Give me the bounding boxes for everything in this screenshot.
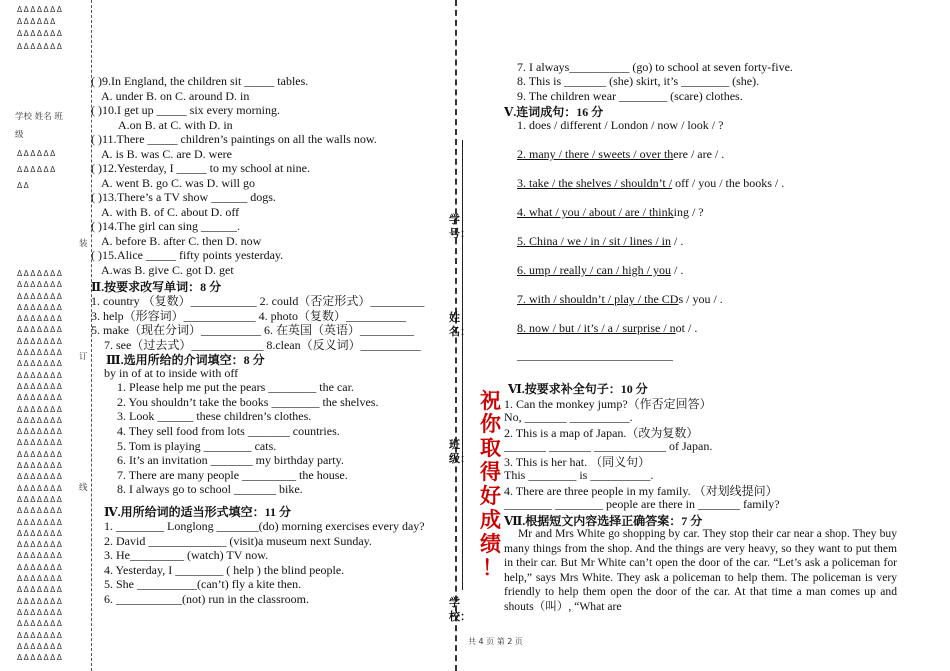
q12: ( )12.Yesterday, I _____ to my school at nine. — [91, 161, 310, 175]
triangle-row: ΔΔΔΔΔΔΔ — [17, 291, 64, 301]
word-list: ot / . — [675, 321, 698, 335]
sentence-item — [517, 292, 723, 307]
section-3-item: 4. They sell food from lots _______ countries. — [117, 424, 340, 438]
sentence-item — [517, 263, 683, 278]
section-6-item: This ________ is __________. — [504, 468, 654, 482]
triangle-row: ΔΔΔΔΔΔΔ — [17, 653, 64, 663]
section-4-item: 2. David _____________ (visit)a museum next Sunday. — [104, 534, 372, 548]
triangle-row: ΔΔΔΔΔΔΔ — [17, 517, 64, 527]
q15-options: A.was B. give C. got D. get — [101, 263, 234, 277]
word-list-answer-line: 6. ump / really / can / high / you — [517, 263, 671, 277]
triangle-row: ΔΔΔΔΔΔΔ — [17, 269, 64, 278]
q13: ( )13.There’s a TV show ______ dogs. — [91, 190, 276, 204]
word-list: off / you / the books / . — [672, 176, 785, 190]
triangle-row: ΔΔΔΔΔΔ — [17, 17, 57, 27]
slogan-char: 祝 — [480, 388, 501, 413]
word-list-answer-line: 3. take / the shelves / shouldn’t / — [517, 176, 673, 190]
triangle-row: ΔΔΔΔΔΔΔ — [17, 528, 64, 538]
section-4-item: 4. Yesterday, I ________ ( help ) the blind people. — [104, 563, 345, 577]
triangle-row: ΔΔ — [17, 181, 31, 190]
section-6-title: Ⅵ.按要求补全句子：10 分 — [508, 382, 648, 396]
triangle-row: ΔΔΔΔΔΔΔ — [17, 404, 64, 414]
section-4-item: 7. I always__________ (go) to school at seven forty-five. — [517, 60, 793, 74]
name-label: 姓名： — [449, 311, 471, 338]
section-3-item: 1. Please help me put the pears ________ the car. — [117, 380, 354, 394]
slogan-char: ！ — [482, 555, 503, 580]
word-list-answer-line: 2. many / there / sweets / over th — [517, 147, 674, 161]
section-6-item: 2. This is a map of Japan.（改为复数） — [504, 426, 699, 440]
q14: ( )14.The girl can sing ______. — [91, 219, 240, 233]
triangle-row: ΔΔΔΔΔΔΔ — [17, 472, 64, 482]
word-list-answer-line: 5. China / we / in / sit / lines / in — [517, 234, 671, 248]
slogan-char: 得 — [480, 459, 501, 484]
word-list: 1. does / different / London / now / look / ? — [517, 118, 724, 132]
triangle-row: ΔΔΔΔΔΔΔ — [17, 370, 64, 380]
triangle-row: ΔΔΔΔΔΔΔ — [17, 607, 64, 617]
q11-options: A. is B. was C. are D. were — [101, 147, 232, 161]
margin-triangles-top — [17, 4, 63, 53]
section-4-item: 5. She __________(can’t) fly a kite then. — [104, 577, 302, 591]
triangle-row: ΔΔΔΔΔΔΔ — [17, 359, 64, 369]
slogan-char: 你 — [480, 411, 501, 436]
word-list-answer-line: 8. now / but / it’s / a / surprise / n — [517, 321, 676, 335]
q12-options: A. went B. go C. was D. will go — [101, 176, 255, 190]
triangle-row: ΔΔΔΔΔΔΔ — [17, 506, 64, 516]
section-3-title: Ⅲ.选用所给的介词填空：8 分 — [106, 353, 265, 367]
section-3-item: 6. It’s an invitation _______ my birthday party. — [117, 453, 344, 467]
triangle-row: ΔΔΔΔΔΔΔ — [17, 585, 64, 595]
triangle-row: ΔΔΔΔΔΔΔ — [17, 29, 64, 39]
section-2-title: Ⅱ.按要求改写单词：8 分 — [91, 280, 222, 294]
triangle-row: ΔΔΔΔΔΔΔ — [17, 393, 64, 403]
triangle-row: ΔΔΔΔΔΔΔ — [17, 574, 64, 584]
triangle-row: ΔΔΔΔΔΔΔ — [17, 494, 64, 504]
section-4-item: 8. This is _______ (she) skirt, it’s ________ (she). — [517, 74, 760, 88]
triangle-row: ΔΔΔΔΔΔΔ — [17, 461, 64, 471]
triangle-row: ΔΔΔΔΔΔΔ — [17, 483, 64, 493]
triangle-row: ΔΔΔΔΔΔΔ — [17, 381, 64, 391]
section-3-item: 2. You shouldn’t take the books ________ the shelves. — [117, 395, 379, 409]
section-6-item: 4. There are three people in my family. （对划线提问） — [504, 484, 778, 498]
triangle-row: ΔΔΔΔΔΔΔ — [17, 348, 64, 358]
word-list-answer-line: 7. with / shouldn’t / play / the CD — [517, 292, 679, 306]
reading-passage: Mr and Mrs White go shopping by car. They stop their car near a shop. They buy many things from the shop. And the things are very heavy, so they want to put them in their car. But Mr White can’t open the door of the car. “Let’s ask a policeman for help,” says Mrs White. They ask a policeman to help them. The policeman is very friendly to help them open the door of the car. At that time a man comes up and shouts（叫）, “What are — [504, 527, 897, 613]
triangle-row: ΔΔΔΔΔΔΔ — [17, 562, 64, 572]
sentence-item — [517, 205, 704, 220]
triangle-row: ΔΔΔΔΔΔΔ — [17, 41, 64, 51]
triangle-row: ΔΔΔΔΔΔΔ — [17, 449, 64, 459]
page-number: 共 4 页 第 2 页 — [468, 637, 523, 646]
section-7-title: Ⅶ.根据短文内容选择正确答案：7 分 — [504, 514, 703, 528]
section-6-item: No, _______ __________. — [504, 410, 633, 424]
section-2-row: 1. country （复数）___________ 2. could（否定形式）_________ — [91, 294, 425, 308]
sentence-item — [517, 176, 784, 191]
triangle-row: ΔΔΔΔΔΔΔ — [17, 438, 64, 448]
triangle-row: ΔΔΔΔΔΔΔ — [17, 630, 64, 640]
slogan-char: 绩 — [480, 531, 501, 556]
triangle-row: ΔΔΔΔΔΔΔ — [17, 302, 64, 312]
sentence-item — [517, 147, 724, 162]
word-list: ere / are / . — [673, 147, 725, 161]
answer-line: __________________________ — [517, 348, 673, 362]
q9: ( )9.In England, the children sit _____ tables. — [91, 74, 309, 88]
section-4-title: Ⅳ.用所给词的适当形式填空：11 分 — [104, 505, 291, 519]
word-list: / . — [670, 263, 684, 277]
triangle-row: ΔΔΔΔΔΔΔ — [17, 596, 64, 606]
q15: ( )15.Alice _____ fifty points yesterday. — [91, 248, 284, 262]
school-name-class-label: 学校 姓名 班 — [15, 112, 63, 122]
binding-mark-xian: 线 — [79, 483, 88, 493]
triangle-row: ΔΔΔΔΔΔ — [17, 165, 57, 174]
q11: ( )11.There _____ children’s paintings on all the walls now. — [91, 132, 377, 146]
sentence-item — [517, 321, 697, 336]
word-list: ing / ? — [673, 205, 704, 219]
grade-label: 级 — [15, 130, 24, 140]
margin-triangles-mid — [17, 146, 57, 194]
triangle-row: ΔΔΔΔΔΔΔ — [17, 325, 64, 335]
slogan-char: 好 — [480, 483, 501, 508]
section-5-title: Ⅴ.连词成句：16 分 — [504, 105, 604, 119]
section-3-word-bank: by in of at to inside with off — [104, 366, 239, 380]
sentence-item — [517, 118, 723, 133]
q13-options: A. with B. of C. about D. off — [101, 205, 240, 219]
triangle-row: ΔΔΔΔΔΔ — [17, 149, 57, 158]
triangle-row: ΔΔΔΔΔΔΔ — [17, 415, 64, 425]
section-4-item: 6. ___________(not) run in the classroom. — [104, 592, 309, 606]
section-4-item: 9. The children wear ________ (scare) clothes. — [517, 89, 743, 103]
student-id-label: 学号： — [449, 213, 471, 240]
triangle-row: ΔΔΔΔΔΔΔ — [17, 314, 64, 324]
section-4-item: 1. ________ Longlong _______(do) morning exercises every day? — [104, 519, 425, 533]
triangle-row: ΔΔΔΔΔΔΔ — [17, 336, 64, 346]
sentence-item — [517, 234, 683, 249]
word-list: s / you / . — [678, 292, 723, 306]
school-label: 学校： — [449, 596, 471, 623]
section-2-row: 3. help（形容词）____________ 4. photo（复数）__________ — [91, 309, 406, 323]
triangle-row: ΔΔΔΔΔΔΔ — [17, 280, 64, 290]
triangle-row: ΔΔΔΔΔΔΔ — [17, 5, 64, 14]
section-2-row: 7. see（过去式）____________ 8.clean（反义词）__________ — [104, 338, 421, 352]
section-6-item: 1. Can the monkey jump?（作否定回答） — [504, 397, 712, 411]
triangle-row: ΔΔΔΔΔΔΔ — [17, 641, 64, 651]
slogan-char: 成 — [480, 507, 501, 532]
word-list-answer-line: 4. what / you / about / are / think — [517, 205, 674, 219]
section-3-item: 7. There are many people _________ the house. — [117, 468, 348, 482]
section-2-row: 5. make（现在分词）__________ 6. 在英国（英语）_________ — [91, 323, 414, 337]
q14-options: A. before B. after C. then D. now — [101, 234, 262, 248]
section-6-item: _______ _______ ____________ of Japan. — [504, 439, 713, 453]
class-label: 班级： — [449, 438, 471, 465]
section-3-item: 5. Tom is playing ________ cats. — [117, 439, 277, 453]
q10-options: A.on B. at C. with D. in — [118, 118, 233, 132]
slogan-char: 取 — [480, 435, 501, 460]
section-6-item: ________ ________ people are there in _______ family? — [504, 497, 780, 511]
section-4-item: 3. He_________ (watch) TV now. — [104, 548, 269, 562]
section-3-item: 3. Look ______ these children’s clothes. — [117, 409, 312, 423]
binding-mark-zhuang: 装 — [79, 239, 88, 249]
margin-triangles-bottom — [17, 268, 63, 663]
student-info-line — [462, 140, 463, 590]
word-list: / . — [671, 234, 684, 248]
binding-mark-ding: 订 — [79, 352, 88, 362]
triangle-row: ΔΔΔΔΔΔΔ — [17, 619, 64, 629]
q10: ( )10.I get up _____ six every morning. — [91, 103, 280, 117]
triangle-row: ΔΔΔΔΔΔΔ — [17, 427, 64, 437]
triangle-row: ΔΔΔΔΔΔΔ — [17, 540, 64, 550]
triangle-row: ΔΔΔΔΔΔΔ — [17, 551, 64, 561]
section-6-item: 3. This is her hat. （同义句） — [504, 455, 651, 469]
q9-options: A. under B. on C. around D. in — [101, 89, 250, 103]
section-3-item: 8. I always go to school _______ bike. — [117, 482, 303, 496]
